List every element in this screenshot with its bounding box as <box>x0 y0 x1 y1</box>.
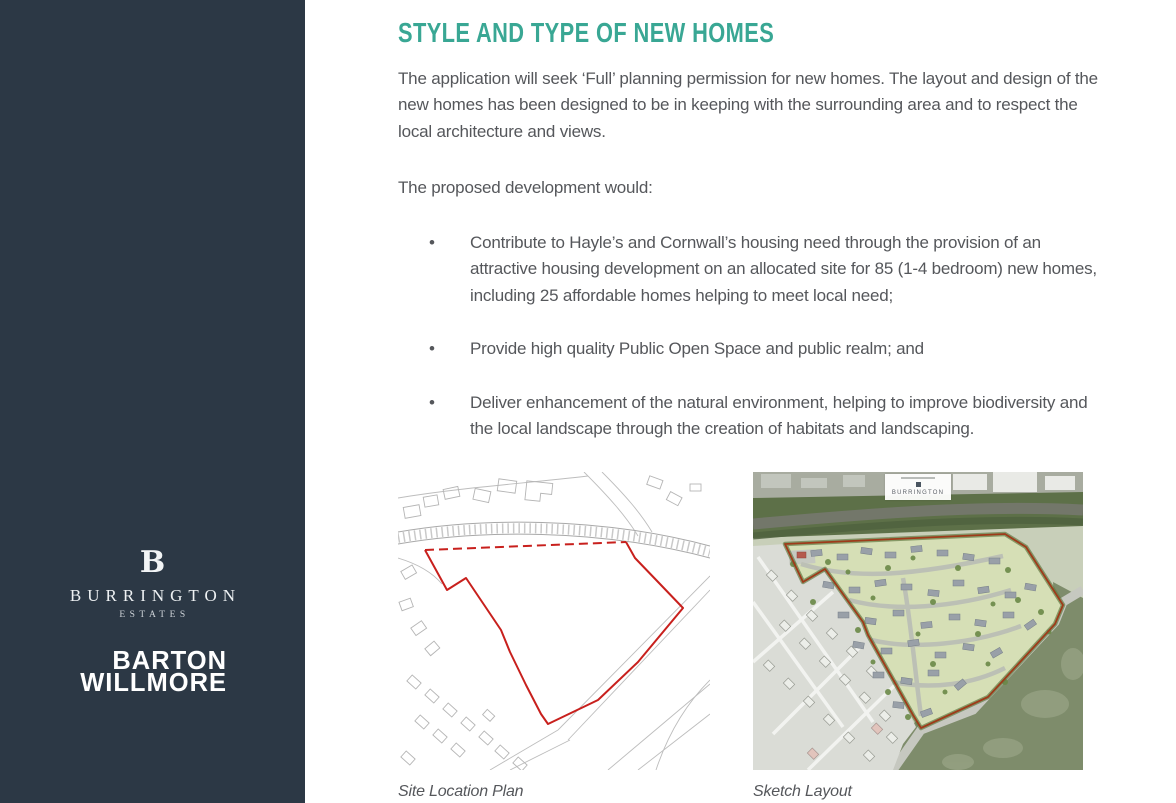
site-location-plan-figure <box>398 472 710 801</box>
bullet-environment: • Deliver enhancement of the natural environment, helping to improve biodiversity and the local landscape through the creation of habitats and landscaping. <box>398 390 1098 443</box>
burrington-estates-logo <box>0 545 305 620</box>
page-title: STYLE AND TYPE OF NEW HOMES <box>398 17 775 48</box>
main-content <box>305 0 1176 803</box>
burrington-estates-label: ESTATES <box>119 610 190 620</box>
burrington-b-icon: B <box>139 545 166 580</box>
intro-paragraph: The application will seek ‘Full’ planning permission for new homes. The layout and design of the new homes has been designed to be in keeping with the surrounding area and to respect the local architecture and views. <box>398 68 1098 141</box>
barton-willmore-line1: BARTON <box>112 647 227 675</box>
aerial-card-label: BURRINGTON <box>891 489 945 496</box>
sketch-layout-figure <box>753 472 1083 801</box>
bullet-open-space: • Provide high quality Public Open Space and public realm; and <box>398 336 1098 363</box>
site-location-plan-caption: Site Location Plan <box>398 782 524 800</box>
bullet-housing-need: • Contribute to Hayle’s and Cornwall’s housing need through the provision of an attractive housing development on an allocated site for 85 (1-4 bedroom) new homes, including 25 affordable homes helping to meet local need; <box>398 230 1098 310</box>
lead-in-paragraph: The proposed development would: <box>398 178 653 198</box>
sketch-layout-caption: Sketch Layout <box>753 782 852 800</box>
aerial-card-logo-icon <box>916 482 921 487</box>
proposal-bullet-list <box>398 230 1098 443</box>
sketch-layout-image <box>753 472 1083 770</box>
barton-willmore-line2: WILLMORE <box>80 669 227 698</box>
sidebar <box>0 0 305 803</box>
barton-willmore-logo <box>0 647 227 698</box>
aerial-title-card <box>885 474 951 500</box>
burrington-name: BURRINGTON <box>69 586 242 605</box>
site-location-plan-image <box>398 472 710 770</box>
figures-row <box>398 472 1176 801</box>
aerial-card-topline <box>901 477 935 479</box>
